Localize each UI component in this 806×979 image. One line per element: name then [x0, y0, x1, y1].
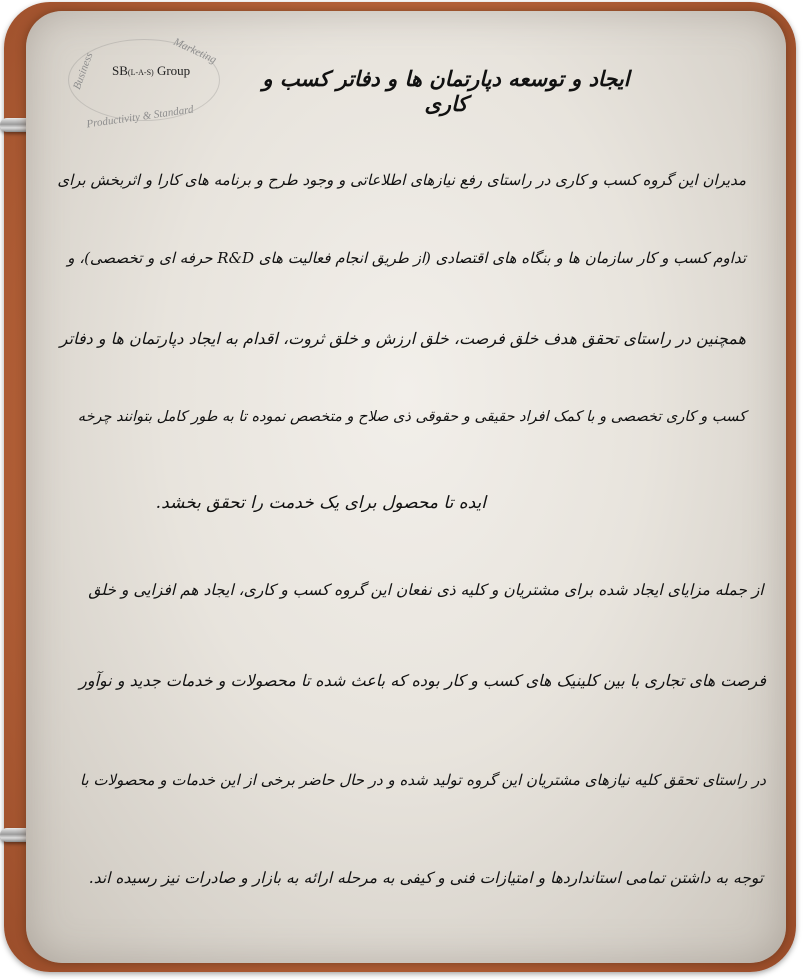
page-title: ایجاد و توسعه دپارتمان ها و دفاتر کسب و کاری	[262, 66, 630, 116]
paper-sheet	[26, 11, 786, 963]
logo-brand	[112, 63, 190, 79]
logo-arc-left: Business	[71, 50, 96, 92]
paragraph-line-7: فرصت های تجاری با بین کلینیک های کسب و کار بوده که باعث شده تا محصولات و خدمات جدید و نوآور	[79, 671, 766, 690]
paragraph-line-5: ایده تا محصول برای یک خدمت را تحقق بخشد.	[155, 493, 486, 513]
paragraph-line-9: توجه به داشتن تمامی استانداردها و امتیازات فنی و کیفی به مرحله ارائه به بازار و صادرات نیز رسیده اند.	[88, 869, 764, 887]
logo-brand-sub: (L-A-S)	[127, 68, 154, 77]
company-logo	[68, 33, 218, 143]
logo-arc-bottom: Productivity & Standard	[85, 103, 195, 131]
paragraph-line-1: مدیران این گروه کسب و کاری در راستای رفع نیازهای اطلاعاتی و وجود طرح و برنامه های کارا و اثربخش برای	[57, 171, 746, 189]
paragraph-line-3: همچنین در راستای تحقق هدف خلق فرصت، خلق ارزش و خلق ثروت، اقدام به ایجاد دپارتمان ها و دفاتر	[59, 329, 746, 348]
paragraph-line-2: تداوم کسب و کار سازمان ها و بنگاه های اقتصادی (از طریق انجام فعالیت های R&D حرفه ای و تخصصی)، و	[67, 249, 746, 267]
logo-brand-group: Group	[153, 63, 191, 78]
logo-arc-right: Marketing	[171, 35, 219, 67]
logo-brand-main: SB	[112, 63, 128, 78]
paragraph-line-4: کسب و کاری تخصصی و با کمک افراد حقیقی و حقوقی ذی صلاح و متخصص نموده تا به طور کامل بتوانند چرخه	[77, 409, 746, 425]
paragraph-line-6: از جمله مزایای ایجاد شده برای مشتریان و کلیه ذی نفعان این گروه کسب و کاری، ایجاد هم افزایی و خلق	[88, 581, 764, 599]
paragraph-line-8: در راستای تحقق کلیه نیازهای مشتریان این گروه تولید شده و در حال حاضر برخی از این خدمات و محصولات با	[79, 771, 766, 789]
